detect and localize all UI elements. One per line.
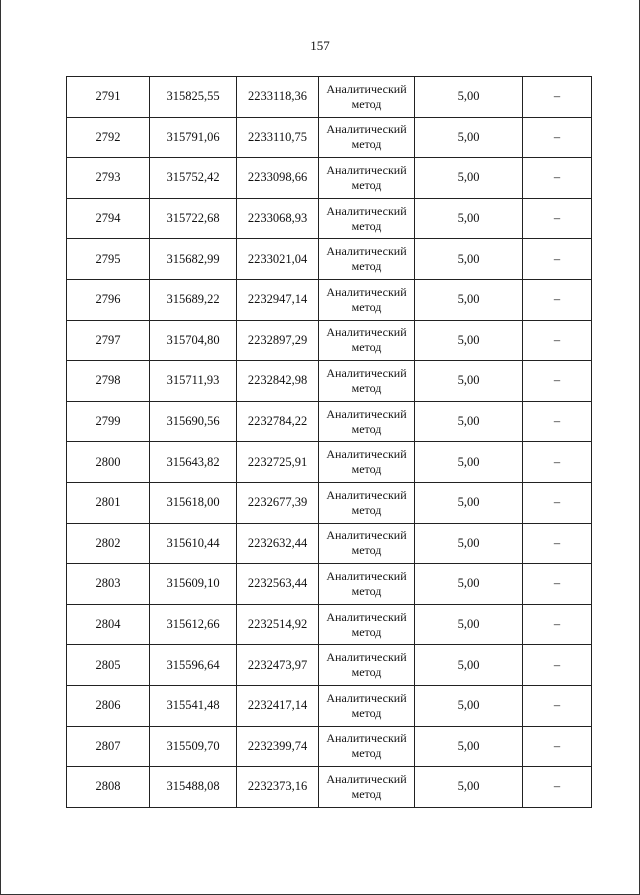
accuracy-cell: 5,00 (415, 685, 523, 726)
point-number-cell: 2796 (67, 279, 150, 320)
table-row (67, 279, 592, 320)
coordinates-table (66, 76, 592, 808)
note-cell: – (523, 279, 592, 320)
note-cell: – (523, 442, 592, 483)
point-number-cell: 2803 (67, 564, 150, 605)
method-cell: Аналитический метод (319, 279, 415, 320)
method-cell: Аналитический метод (319, 685, 415, 726)
x-coordinate-cell: 315722,68 (150, 198, 237, 239)
x-coordinate-cell: 315690,56 (150, 401, 237, 442)
y-coordinate-cell: 2232632,44 (237, 523, 319, 564)
y-coordinate-cell: 2232947,14 (237, 279, 319, 320)
accuracy-cell: 5,00 (415, 279, 523, 320)
x-coordinate-cell: 315704,80 (150, 320, 237, 361)
note-cell: – (523, 726, 592, 767)
note-cell: – (523, 77, 592, 118)
note-cell: – (523, 239, 592, 280)
x-coordinate-cell: 315689,22 (150, 279, 237, 320)
method-cell: Аналитический метод (319, 604, 415, 645)
accuracy-cell: 5,00 (415, 645, 523, 686)
point-number-cell: 2801 (67, 482, 150, 523)
x-coordinate-cell: 315682,99 (150, 239, 237, 280)
accuracy-cell: 5,00 (415, 482, 523, 523)
table-row (67, 726, 592, 767)
coordinates-table-body (67, 77, 592, 808)
y-coordinate-cell: 2232842,98 (237, 361, 319, 402)
table-row (67, 198, 592, 239)
x-coordinate-cell: 315752,42 (150, 158, 237, 199)
point-number-cell: 2792 (67, 117, 150, 158)
y-coordinate-cell: 2233021,04 (237, 239, 319, 280)
y-coordinate-cell: 2232473,97 (237, 645, 319, 686)
x-coordinate-cell: 315596,64 (150, 645, 237, 686)
accuracy-cell: 5,00 (415, 726, 523, 767)
method-cell: Аналитический метод (319, 239, 415, 280)
x-coordinate-cell: 315791,06 (150, 117, 237, 158)
method-cell: Аналитический метод (319, 320, 415, 361)
point-number-cell: 2793 (67, 158, 150, 199)
x-coordinate-cell: 315643,82 (150, 442, 237, 483)
accuracy-cell: 5,00 (415, 767, 523, 808)
x-coordinate-cell: 315612,66 (150, 604, 237, 645)
method-cell: Аналитический метод (319, 645, 415, 686)
table-row (67, 482, 592, 523)
accuracy-cell: 5,00 (415, 239, 523, 280)
accuracy-cell: 5,00 (415, 401, 523, 442)
method-cell: Аналитический метод (319, 198, 415, 239)
point-number-cell: 2797 (67, 320, 150, 361)
accuracy-cell: 5,00 (415, 604, 523, 645)
x-coordinate-cell: 315509,70 (150, 726, 237, 767)
accuracy-cell: 5,00 (415, 361, 523, 402)
point-number-cell: 2798 (67, 361, 150, 402)
y-coordinate-cell: 2232373,16 (237, 767, 319, 808)
page-number: 157 (310, 38, 330, 53)
table-row (67, 767, 592, 808)
method-cell: Аналитический метод (319, 726, 415, 767)
note-cell: – (523, 320, 592, 361)
point-number-cell: 2806 (67, 685, 150, 726)
y-coordinate-cell: 2232897,29 (237, 320, 319, 361)
y-coordinate-cell: 2232784,22 (237, 401, 319, 442)
note-cell: – (523, 198, 592, 239)
table-row (67, 77, 592, 118)
table-row (67, 564, 592, 605)
point-number-cell: 2804 (67, 604, 150, 645)
method-cell: Аналитический метод (319, 767, 415, 808)
table-row (67, 117, 592, 158)
table-row (67, 239, 592, 280)
method-cell: Аналитический метод (319, 482, 415, 523)
point-number-cell: 2795 (67, 239, 150, 280)
accuracy-cell: 5,00 (415, 442, 523, 483)
point-number-cell: 2800 (67, 442, 150, 483)
note-cell: – (523, 645, 592, 686)
y-coordinate-cell: 2233068,93 (237, 198, 319, 239)
y-coordinate-cell: 2233118,36 (237, 77, 319, 118)
x-coordinate-cell: 315825,55 (150, 77, 237, 118)
accuracy-cell: 5,00 (415, 320, 523, 361)
table-row (67, 645, 592, 686)
accuracy-cell: 5,00 (415, 523, 523, 564)
accuracy-cell: 5,00 (415, 198, 523, 239)
table-row (67, 685, 592, 726)
point-number-cell: 2794 (67, 198, 150, 239)
table-row (67, 158, 592, 199)
point-number-cell: 2791 (67, 77, 150, 118)
method-cell: Аналитический метод (319, 564, 415, 605)
note-cell: – (523, 564, 592, 605)
x-coordinate-cell: 315541,48 (150, 685, 237, 726)
y-coordinate-cell: 2232514,92 (237, 604, 319, 645)
note-cell: – (523, 685, 592, 726)
x-coordinate-cell: 315610,44 (150, 523, 237, 564)
note-cell: – (523, 158, 592, 199)
point-number-cell: 2808 (67, 767, 150, 808)
note-cell: – (523, 523, 592, 564)
accuracy-cell: 5,00 (415, 158, 523, 199)
method-cell: Аналитический метод (319, 401, 415, 442)
point-number-cell: 2799 (67, 401, 150, 442)
y-coordinate-cell: 2232677,39 (237, 482, 319, 523)
x-coordinate-cell: 315609,10 (150, 564, 237, 605)
point-number-cell: 2802 (67, 523, 150, 564)
note-cell: – (523, 401, 592, 442)
method-cell: Аналитический метод (319, 117, 415, 158)
x-coordinate-cell: 315711,93 (150, 361, 237, 402)
table-row (67, 401, 592, 442)
note-cell: – (523, 117, 592, 158)
accuracy-cell: 5,00 (415, 77, 523, 118)
method-cell: Аналитический метод (319, 77, 415, 118)
table-row (67, 320, 592, 361)
note-cell: – (523, 767, 592, 808)
method-cell: Аналитический метод (319, 361, 415, 402)
note-cell: – (523, 482, 592, 523)
y-coordinate-cell: 2232563,44 (237, 564, 319, 605)
x-coordinate-cell: 315618,00 (150, 482, 237, 523)
accuracy-cell: 5,00 (415, 117, 523, 158)
y-coordinate-cell: 2232417,14 (237, 685, 319, 726)
y-coordinate-cell: 2232725,91 (237, 442, 319, 483)
method-cell: Аналитический метод (319, 523, 415, 564)
point-number-cell: 2805 (67, 645, 150, 686)
table-row (67, 523, 592, 564)
y-coordinate-cell: 2233110,75 (237, 117, 319, 158)
note-cell: – (523, 604, 592, 645)
y-coordinate-cell: 2233098,66 (237, 158, 319, 199)
x-coordinate-cell: 315488,08 (150, 767, 237, 808)
method-cell: Аналитический метод (319, 442, 415, 483)
y-coordinate-cell: 2232399,74 (237, 726, 319, 767)
note-cell: – (523, 361, 592, 402)
point-number-cell: 2807 (67, 726, 150, 767)
method-cell: Аналитический метод (319, 158, 415, 199)
accuracy-cell: 5,00 (415, 564, 523, 605)
table-row (67, 361, 592, 402)
table-row (67, 442, 592, 483)
table-row (67, 604, 592, 645)
